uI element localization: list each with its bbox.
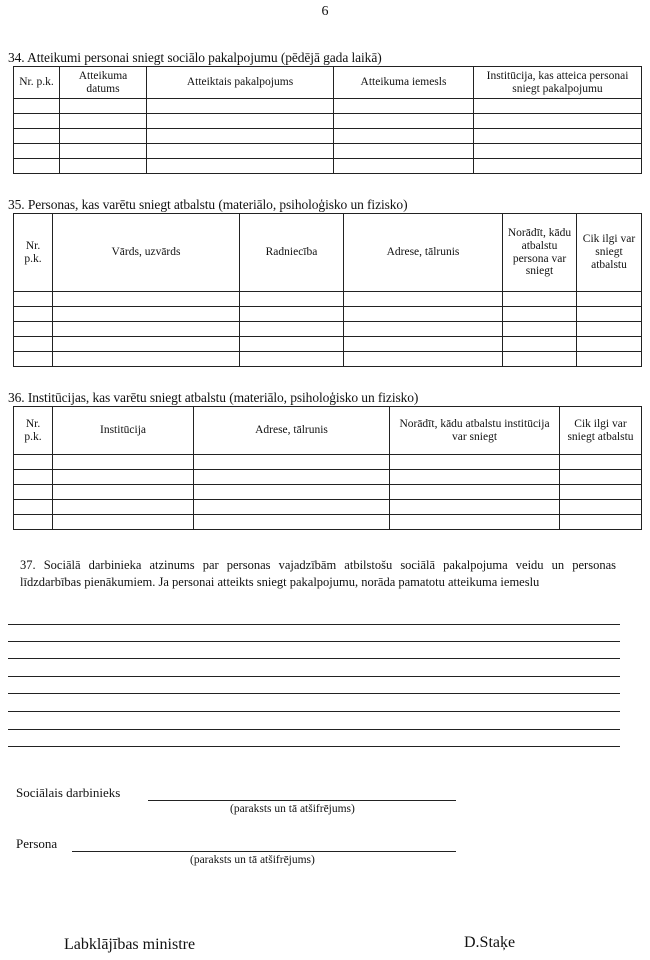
section-34-table: [13, 66, 642, 174]
table-cell[interactable]: [194, 470, 390, 485]
table-cell[interactable]: [53, 515, 194, 530]
person-label: Persona: [16, 836, 58, 851]
section-35-title: 35. Personas, kas varētu sniegt atbalstu (materiālo, psiholoģisko un fizisko): [8, 197, 408, 212]
table-cell[interactable]: [53, 337, 240, 352]
table-body: [14, 99, 642, 174]
minister-title: Labklājības ministre: [64, 936, 196, 953]
table-cell[interactable]: [560, 470, 642, 485]
table-cell[interactable]: [147, 144, 334, 159]
section-35-table: [13, 213, 642, 367]
table-cell[interactable]: [503, 307, 577, 322]
table-cell[interactable]: [194, 515, 390, 530]
social-worker-label: Sociālais darbinieks: [16, 785, 121, 800]
social-worker-signature-note: (paraksts un tā atšifrējums): [230, 803, 355, 815]
table-cell[interactable]: [53, 455, 194, 470]
table-cell[interactable]: [344, 292, 503, 307]
table-cell[interactable]: [14, 455, 53, 470]
page-number: 6: [321, 4, 329, 19]
table-cell[interactable]: [334, 99, 474, 114]
table-cell[interactable]: [577, 352, 642, 367]
table-cell[interactable]: [147, 114, 334, 129]
table-cell[interactable]: [560, 515, 642, 530]
table-cell[interactable]: [503, 337, 577, 352]
header-cell: Nr. p.k.: [14, 407, 53, 455]
header-cell: Nr. p.k.: [14, 67, 60, 99]
table-cell[interactable]: [334, 114, 474, 129]
table-cell[interactable]: [577, 322, 642, 337]
table-cell[interactable]: [560, 485, 642, 500]
table-row: [14, 500, 642, 515]
table-cell[interactable]: [560, 500, 642, 515]
header-cell: Norādīt, kādu atbalstu institūcija var sniegt: [390, 407, 560, 455]
table-row: [14, 307, 642, 322]
table-header-row: [14, 67, 642, 99]
writing-line: [8, 624, 620, 625]
table-cell[interactable]: [147, 99, 334, 114]
table-cell[interactable]: [474, 159, 642, 174]
table-cell[interactable]: [390, 485, 560, 500]
table-cell[interactable]: [390, 470, 560, 485]
table-cell[interactable]: [53, 500, 194, 515]
writing-line: [8, 693, 620, 694]
table-cell[interactable]: [390, 515, 560, 530]
table-cell[interactable]: [334, 129, 474, 144]
table-cell[interactable]: [14, 515, 53, 530]
table-header-row: [14, 214, 642, 292]
header-cell: Cik ilgi var sniegt atbalstu: [560, 407, 642, 455]
table-cell[interactable]: [194, 500, 390, 515]
table-cell[interactable]: [503, 292, 577, 307]
table-cell[interactable]: [577, 292, 642, 307]
table-row: [14, 470, 642, 485]
table-cell[interactable]: [474, 99, 642, 114]
table-row: [14, 322, 642, 337]
table-cell[interactable]: [334, 144, 474, 159]
table-cell[interactable]: [194, 455, 390, 470]
table-cell[interactable]: [344, 337, 503, 352]
header-cell: Adrese, tālrunis: [194, 407, 390, 455]
table-cell[interactable]: [390, 455, 560, 470]
table-cell[interactable]: [240, 337, 344, 352]
table-cell[interactable]: [503, 322, 577, 337]
header-cell: Atteikuma iemesls: [334, 67, 474, 99]
table-body: [14, 455, 642, 530]
table-cell[interactable]: [344, 322, 503, 337]
table-cell[interactable]: [60, 159, 147, 174]
table-cell[interactable]: [577, 337, 642, 352]
table-cell[interactable]: [53, 292, 240, 307]
table-row: [14, 292, 642, 307]
header-cell: Atteiktais pakalpojums: [147, 67, 334, 99]
section-36-title: 36. Institūcijas, kas varētu sniegt atbalstu (materiālo, psiholoģisko un fizisko): [8, 390, 419, 405]
table-cell[interactable]: [14, 322, 53, 337]
table-row: [14, 352, 642, 367]
table-cell[interactable]: [240, 292, 344, 307]
header-cell: Atteikuma datums: [60, 67, 147, 99]
table-cell[interactable]: [14, 114, 60, 129]
table-cell[interactable]: [14, 352, 53, 367]
table-cell[interactable]: [344, 352, 503, 367]
table-row: [14, 129, 642, 144]
header-cell: Norādīt, kādu atbalstu persona var sniegt: [503, 214, 577, 292]
table-cell[interactable]: [14, 129, 60, 144]
writing-line: [8, 711, 620, 712]
person-signature-note: (paraksts un tā atšifrējums): [190, 854, 315, 866]
header-cell: Vārds, uzvārds: [53, 214, 240, 292]
table-cell[interactable]: [474, 114, 642, 129]
table-cell[interactable]: [240, 352, 344, 367]
table-row: [14, 99, 642, 114]
table-body: [14, 292, 642, 367]
table-cell[interactable]: [577, 307, 642, 322]
table-cell[interactable]: [14, 159, 60, 174]
table-cell[interactable]: [147, 159, 334, 174]
table-cell[interactable]: [14, 99, 60, 114]
table-cell[interactable]: [14, 485, 53, 500]
table-cell[interactable]: [240, 322, 344, 337]
header-cell: Radniecība: [240, 214, 344, 292]
table-row: [14, 455, 642, 470]
header-cell: Nr. p.k.: [14, 214, 53, 292]
table-cell[interactable]: [60, 144, 147, 159]
table-cell[interactable]: [60, 114, 147, 129]
writing-line: [8, 746, 620, 747]
table-row: [14, 159, 642, 174]
header-cell: Institūcija: [53, 407, 194, 455]
table-row: [14, 485, 642, 500]
table-row: [14, 114, 642, 129]
table-cell[interactable]: [14, 292, 53, 307]
table-row: [14, 337, 642, 352]
table-cell[interactable]: [503, 352, 577, 367]
table-cell[interactable]: [53, 470, 194, 485]
table-cell[interactable]: [53, 352, 240, 367]
header-cell: Institūcija, kas atteica personai sniegt pakalpojumu: [474, 67, 642, 99]
table-cell[interactable]: [60, 99, 147, 114]
table-cell[interactable]: [474, 129, 642, 144]
header-cell: Adrese, tālrunis: [344, 214, 503, 292]
table-cell[interactable]: [14, 307, 53, 322]
table-cell[interactable]: [53, 307, 240, 322]
table-cell[interactable]: [334, 159, 474, 174]
table-cell[interactable]: [14, 470, 53, 485]
person-signature-line[interactable]: [72, 851, 456, 852]
writing-line: [8, 641, 620, 642]
table-cell[interactable]: [60, 129, 147, 144]
header-cell: Cik ilgi var sniegt atbalstu: [577, 214, 642, 292]
section-37-text: 37. Sociālā darbinieka atzinums par personas vajadzībām atbilstošu sociālā pakalpojuma veidu un personas līdzdarbības pienākumiem. Ja personai atteikts sniegt pakalpojumu, norāda pamatotu atteikuma iemeslu: [20, 558, 616, 589]
table-row: [14, 515, 642, 530]
table-cell[interactable]: [344, 307, 503, 322]
table-cell[interactable]: [53, 322, 240, 337]
section-36-table: [13, 406, 642, 530]
table-cell[interactable]: [14, 144, 60, 159]
table-cell[interactable]: [560, 455, 642, 470]
section-34-title: 34. Atteikumi personai sniegt sociālo pakalpojumu (pēdējā gada laikā): [8, 50, 382, 65]
table-row: [14, 144, 642, 159]
writing-line: [8, 676, 620, 677]
table-cell[interactable]: [194, 485, 390, 500]
social-worker-signature-line[interactable]: [148, 800, 456, 801]
table-cell[interactable]: [240, 307, 344, 322]
table-cell[interactable]: [147, 129, 334, 144]
table-cell[interactable]: [14, 500, 53, 515]
table-cell[interactable]: [474, 144, 642, 159]
table-cell[interactable]: [390, 500, 560, 515]
table-cell[interactable]: [53, 485, 194, 500]
minister-name: D.Staķe: [464, 934, 516, 951]
table-cell[interactable]: [14, 337, 53, 352]
writing-line: [8, 658, 620, 659]
table-header-row: [14, 407, 642, 455]
writing-line: [8, 729, 620, 730]
